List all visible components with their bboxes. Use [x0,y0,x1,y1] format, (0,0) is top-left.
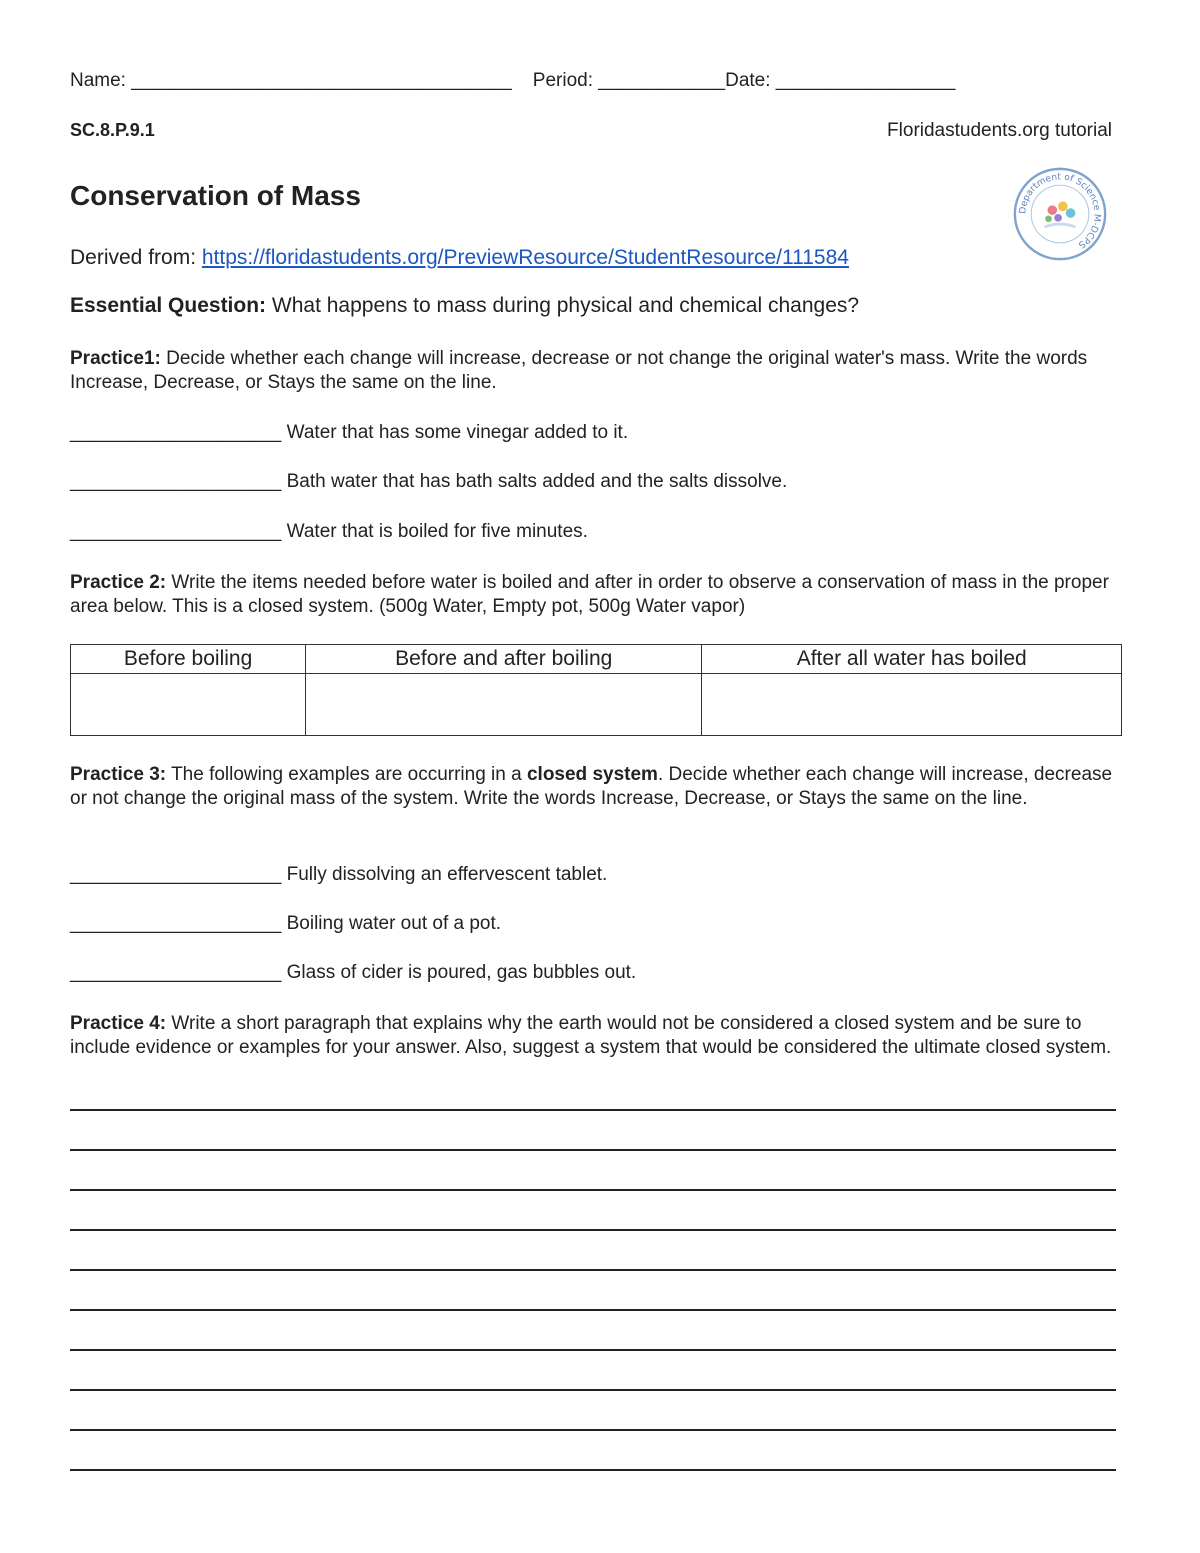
practice3-item [70,913,501,935]
item-text: Glass of cider is poured, gas bubbles out. [286,962,637,983]
tutorial-source: Floridastudents.org tutorial [887,120,1112,141]
standard-code: SC.8.P.9.1 [70,120,155,140]
essential-question [70,294,1130,318]
practice1-label: Practice1: [70,348,161,369]
answer-blank[interactable]: ____________________ [70,864,282,885]
answer-blank[interactable]: ____________________ [70,422,282,443]
derived-label: Derived from: [70,246,197,269]
practice3-instructions [70,763,1130,811]
writing-line[interactable] [70,1349,1116,1351]
item-text: Fully dissolving an effervescent tablet. [286,864,608,885]
writing-line[interactable] [70,1309,1116,1311]
practice1-item [70,422,628,444]
practice3-label: Practice 3: [70,764,167,785]
practice1-item [70,521,588,543]
item-text: Boiling water out of a pot. [286,913,502,934]
answer-blank[interactable]: ____________________ [70,471,282,492]
answer-blank[interactable]: ____________________ [70,962,282,983]
practice2-label: Practice 2: [70,572,167,593]
name-blank[interactable]: ____________________________________ [131,70,512,91]
practice2-table [70,644,1122,736]
practice3-text-b: . Decide whether each change will increase, decrease or not change the original mass of the system. Write the words Increase, Decrease, or Stays the same on the line. [70,764,1113,809]
column-header: Before and after boiling [306,645,702,674]
answer-cell[interactable] [71,674,306,736]
header-fields [70,70,955,92]
answer-cell[interactable] [306,674,702,736]
practice4-instructions [70,1012,1130,1060]
practice1-item [70,471,787,493]
writing-line[interactable] [70,1149,1116,1151]
practice1-text: Decide whether each change will increase, decrease or not change the original water's mass. Write the words Increase, Decrease, or Stays the same on the line. [70,348,1088,393]
date-label: Date: [725,70,771,91]
practice3-item [70,962,636,984]
item-text: Water that has some vinegar added to it. [286,422,629,443]
writing-line[interactable] [70,1269,1116,1271]
answer-blank[interactable]: ____________________ [70,913,282,934]
derived-from [70,246,849,270]
practice3-item [70,864,607,886]
writing-line[interactable] [70,1469,1116,1471]
item-text: Water that is boiled for five minutes. [286,521,588,542]
item-text: Bath water that has bath salts added and the salts dissolve. [286,471,788,492]
name-label: Name: [70,70,126,91]
writing-line[interactable] [70,1389,1116,1391]
source-link[interactable]: https://floridastudents.org/PreviewResource/StudentResource/111584 [201,246,849,269]
writing-line[interactable] [70,1109,1116,1111]
writing-line[interactable] [70,1429,1116,1431]
answer-cell[interactable] [702,674,1122,736]
practice4-label: Practice 4: [70,1013,167,1034]
practice1-instructions [70,347,1130,395]
essential-text: What happens to mass during physical and chemical changes? [271,294,860,317]
practice2-instructions [70,571,1130,619]
practice2-text: Write the items needed before water is boiled and after in order to observe a conservation of mass in the proper area below. This is a closed system. (500g Water, Empty pot, 500g Water vapor) [70,572,1109,617]
writing-line[interactable] [70,1189,1116,1191]
page-title: Conservation of Mass [70,180,361,211]
date-blank[interactable]: _________________ [775,70,956,91]
practice3-text-a: The following examples are occurring in a [171,764,522,785]
essential-label: Essential Question: [70,294,267,317]
department-seal-logo [1012,166,1108,262]
column-header: Before boiling [71,645,306,674]
seal-text: Department of Science M-DCPS [1018,172,1102,250]
period-blank[interactable]: ____________ [598,70,726,91]
writing-line[interactable] [70,1229,1116,1231]
practice3-closed-system: closed system [526,764,658,785]
answer-blank[interactable]: ____________________ [70,521,282,542]
period-label: Period: [532,70,593,91]
column-header: After all water has boiled [702,645,1122,674]
practice4-text: Write a short paragraph that explains why the earth would not be considered a closed system and be sure to include evidence or examples for your answer. Also, suggest a system that would be considered the ultimate closed system. [70,1013,1112,1058]
